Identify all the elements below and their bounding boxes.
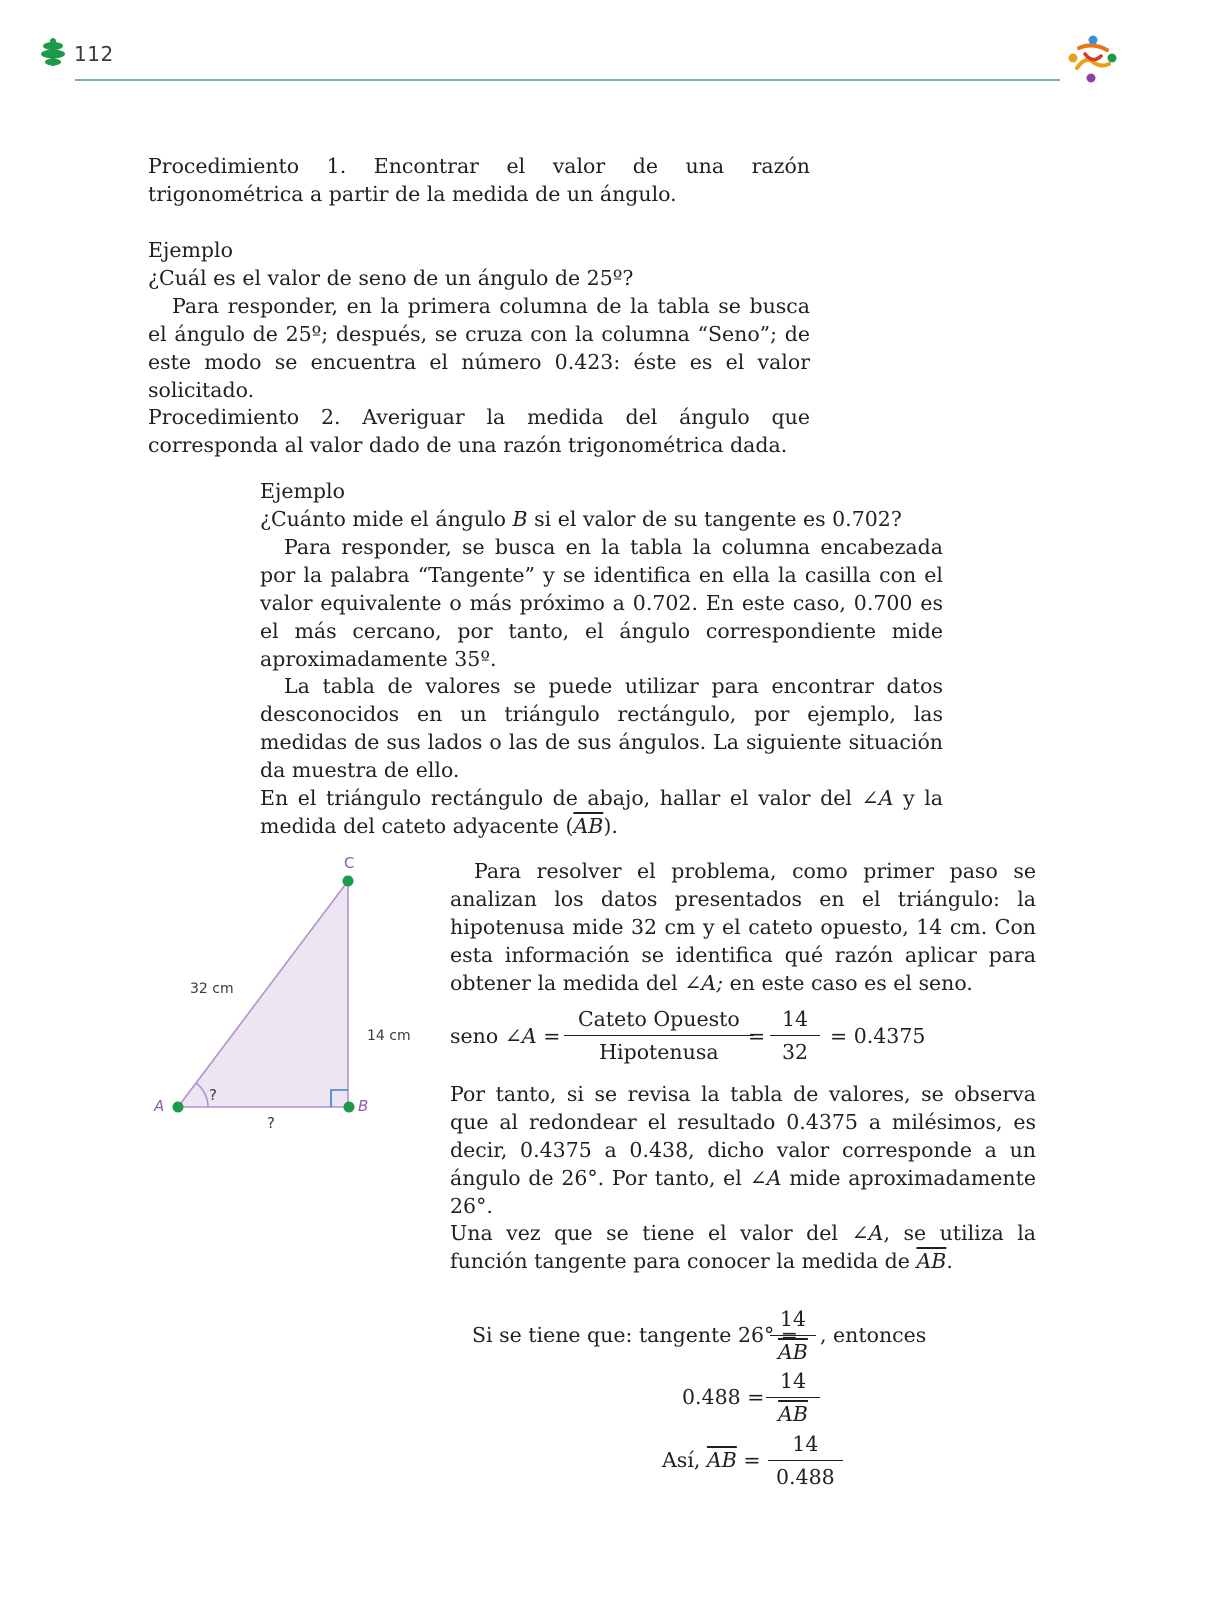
example-2-answer: Para responder, se busca en la tabla la columna encabezada por la palabra “Tangente” y se identifica en ella la casilla con el valor equivalente o más próximo a 0.702. En este caso, 0.700 es el más cercano, por tanto, el ángulo correspondiente mide aproximadamente 35º. [260,535,943,671]
angle-a-symbol: ∠A [851,1221,884,1245]
result-fraction: $\frac{14}{0.488}$ [768,1430,843,1491]
example-1-heading: Ejemplo [148,238,233,262]
result-equation: Así, $\overline{AB}$ = $\frac{14}{0.488}$ [662,1430,882,1494]
substitution-equation: 0.488 = $\frac{14}{AB}$ [682,1367,882,1431]
decorative-logo-icon [1063,34,1121,84]
procedure-2 [148,403,810,459]
vertex-b [344,1102,355,1113]
angle-a-symbol: ∠A; [684,971,724,995]
solution-paragraph-3: Una vez que se tiene el valor del ∠A, se utiliza la función tangente para conocer la medida de $\overline{AB}$. [450,1221,1036,1273]
numeric-fraction: $\frac{14}{32}$ [770,1005,820,1066]
vertex-c [343,876,354,887]
label-c: C [344,854,355,872]
example-1-answer: Para responder, en la primera columna de la tabla se busca el ángulo de 25º; después, se cruza con la columna “Seno”; de este modo se encuentra el número 0.423: éste es el valor solicitado. [148,294,810,402]
page-number: 112 [74,42,114,66]
procedure-1-text: Procedimiento 1. Encontrar el valor de una razón trigonométrica a partir de la medida de un ángulo. [148,154,810,206]
sine-fraction: Cateto Opuesto Hipotenusa [564,1005,754,1066]
example-2-question: ¿Cuánto mide el ángulo B si el valor de su tangente es 0.702? [260,507,902,531]
problem-statement: En el triángulo rectángulo de abajo, hallar el valor del ∠A y la medida del cateto adyacente $(\overline{AB})$. [260,786,943,838]
sine-equation: seno ∠A = Cateto Opuesto Hipotenusa = $\frac{14}{32}$ = 0.4375 [450,1007,926,1064]
angle-a-symbol: ∠A [749,1166,782,1190]
label-b: B [358,1097,369,1115]
header-rule [75,79,1060,81]
segment-ab-symbol: $\overline{AB}$ [573,814,604,838]
example-1 [148,236,810,404]
intro-paragraph: La tabla de valores se puede utilizar para encontrar datos desconocidos en un triángulo rectángulo, por ejemplo, las medidas de sus lados o las de sus ángulos. La siguiente situación da muestra de ello. [260,674,943,782]
example-2-heading: Ejemplo [260,479,345,503]
variable-b: B [512,507,528,531]
right-triangle-figure [140,840,411,1140]
vertex-a [173,1102,184,1113]
book-emblem-icon [40,38,66,68]
page-header [0,0,1214,90]
tangent-equation: Si se tiene que: tangente 26° = $\frac{14}{AB}$ , entonces [472,1307,927,1364]
intro-section [260,672,943,840]
procedure-1 [148,152,810,208]
angle-a-label: ? [209,1086,217,1104]
angle-a-symbol: ∠A [861,786,894,810]
solution-paragraph-2: Por tanto, si se revisa la tabla de valores, se observa que al redondear el resultado 0.4375 a milésimos, es decir, 0.4375 a 0.438, dicho valor corresponde a un ángulo de 26°. Por tanto, el ∠A mide aproximadamente 26°. [450,1082,1036,1218]
example-2 [260,477,943,673]
segment-ab-symbol: $\overline{AB}$ [916,1249,947,1273]
procedure-2-text: Procedimiento 2. Averiguar la medida del ángulo que corresponda al valor dado de una razón trigonométrica dada. [148,405,810,457]
label-a: A [154,1097,165,1115]
solution-paragraph-1: Para resolver el problema, como primer paso se analizan los datos presentados en el triángulo: la hipotenusa mide 32 cm y el cateto opuesto, 14 cm. Con esta información se identifica qué razón aplicar para obtener la medida del ∠A; en este caso es el seno. [450,859,1036,995]
example-1-question: ¿Cuál es el valor de seno de un ángulo de 25º? [148,266,634,290]
substitution-fraction: $\frac{14}{AB}$ [766,1367,820,1428]
adjacent-side-label: ? [267,1114,275,1132]
tangent-fraction: $\frac{14}{AB}$ [770,1305,816,1366]
opposite-side-label: 14 cm [367,1028,411,1044]
hypotenuse-label: 32 cm [190,981,234,997]
